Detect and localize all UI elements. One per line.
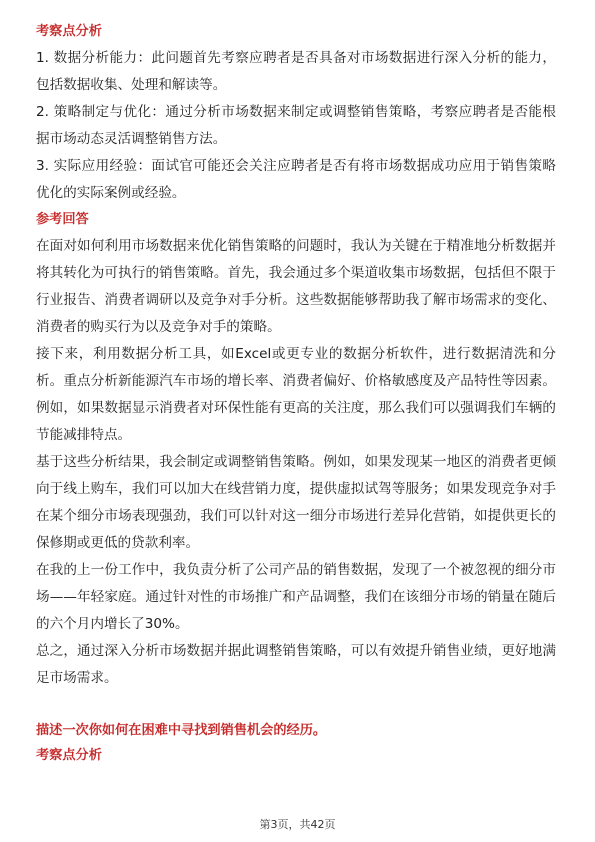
page-footer: 第3页，共42页: [259, 818, 336, 831]
analysis-item-2: 2. 策略制定与优化：通过分析市场数据来制定或调整销售策略，考察应聘者是否能根据市场动态灵活调整销售方法。: [36, 104, 556, 147]
answer-paragraph-5: 总之，通过深入分析市场数据并据此调整销售策略，可以有效提升销售业绩，更好地满足市场需求。: [36, 643, 556, 686]
answer-paragraph-3: 基于这些分析结果，我会制定或调整销售策略。例如，如果发现某一地区的消费者更倾向于线上购车，我们可以加大在线营销力度，提供虚拟试驾等服务；如果发现竞争对手在某个细分市场表现强劲，我们可以针对这一细分市场进行差异化营销，如提供更长的保修期或更低的贷款利率。: [36, 454, 556, 551]
section-heading-analysis-next: 考察点分析: [36, 748, 102, 763]
question-heading: 描述一次你如何在困难中寻找到销售机会的经历。: [36, 723, 327, 738]
answer-paragraph-4: 在我的上一份工作中，我负责分析了公司产品的销售数据，发现了一个被忽视的细分市场——年轻家庭。通过针对性的市场推广和产品调整，我们在该细分市场的销量在随后的六个月内增长了30%。: [36, 562, 556, 632]
section-heading-analysis: 考察点分析: [36, 24, 102, 39]
analysis-item-1: 1. 数据分析能力：此问题首先考察应聘者是否具备对市场数据进行深入分析的能力，包括数据收集、处理和解读等。: [36, 50, 556, 93]
answer-paragraph-1: 在面对如何利用市场数据来优化销售策略的问题时，我认为关键在于精准地分析数据并将其转化为可执行的销售策略。首先，我会通过多个渠道收集市场数据，包括但不限于行业报告、消费者调研以及竞争对手分析。这些数据能够帮助我了解市场需求的变化、消费者的购买行为以及竞争对手的策略。: [36, 238, 556, 335]
answer-paragraph-2: 接下来，利用数据分析工具，如Excel或更专业的数据分析软件，进行数据清洗和分析。重点分析新能源汽车市场的增长率、消费者偏好、价格敏感度及产品特性等因素。例如，如果数据显示消费者对环保性能有更高的关注度，那么我们可以强调我们车辆的节能减排特点。: [36, 346, 556, 443]
analysis-item-3: 3. 实际应用经验：面试官可能还会关注应聘者是否有将市场数据成功应用于销售策略优化的实际案例或经验。: [36, 158, 556, 201]
page-content: [36, 22, 556, 766]
section-heading-reference-answer: 参考回答: [36, 212, 89, 227]
